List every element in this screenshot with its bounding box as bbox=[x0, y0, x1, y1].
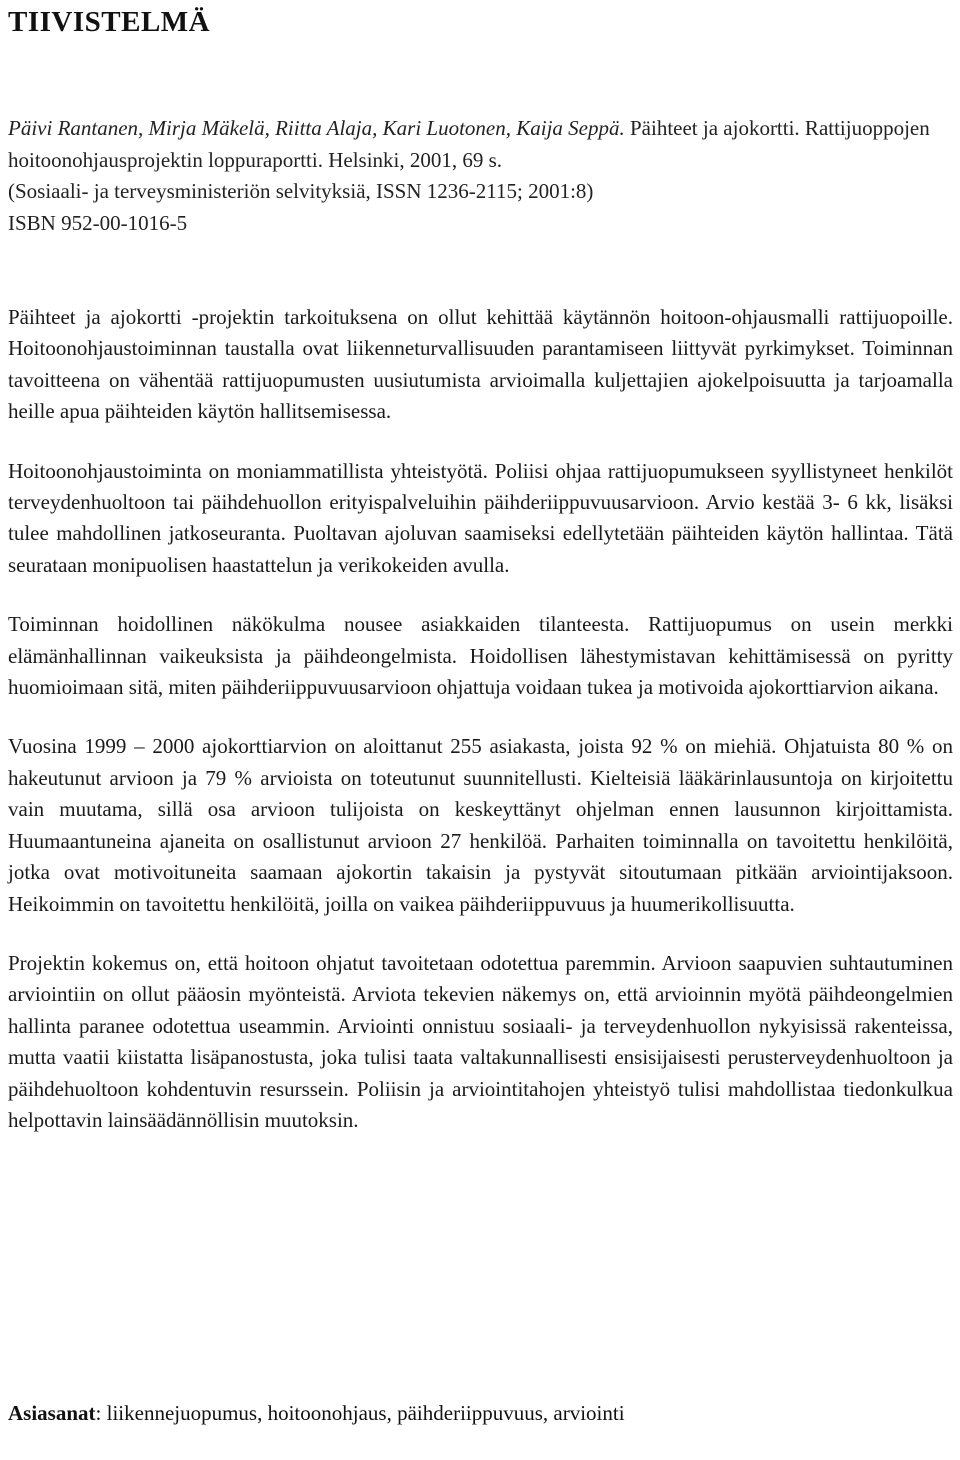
series-info: (Sosiaali- ja terveysministeriön selvityksiä, ISSN 1236-2115; 2001:8) bbox=[8, 179, 594, 203]
paragraph-treatment-perspective: Toiminnan hoidollinen näkökulma nousee asiakkaiden tilanteesta. Rattijuopumus on usein merkki elämänhallinnan vaikeuksista ja päihdeongelmista. Hoidollisen lähestymistavan kehittämisessä on pyritty huomioimaan sitä, miten päihderiippuvuusarvioon ohjattuja voidaan tukea ja motivoida ajokorttiarvion aikana. bbox=[8, 612, 953, 700]
page-title: TIIVISTELMÄ bbox=[8, 6, 211, 38]
isbn: ISBN 952-00-1016-5 bbox=[8, 210, 188, 235]
authors: Päivi Rantanen, Mirja Mäkelä, Riitta Alaja, Kari Luotonen, Kaija Seppä. bbox=[8, 116, 625, 140]
work-description: Päihteet ja ajokortti. Rattijuoppojen hoitoonohjausprojektin loppuraportti. Helsinki, 2001, 69 s. bbox=[8, 116, 930, 172]
keywords-label: Asiasanat bbox=[8, 1401, 96, 1425]
abstract-body bbox=[8, 302, 953, 1164]
bibliographic-reference bbox=[8, 113, 953, 239]
paragraph-cooperation: Hoitoonohjaustoiminta on moniammatillista yhteistyötä. Poliisi ohjaa rattijuopumukseen syyllistyneet henkilöt terveydenhuoltoon tai päihdehuollon erityispalveluihin päihderiippuvuusarvioon. Arvio kestää 3- 6 kk, lisäksi tulee mahdollinen jatkoseuranta. Puoltavan ajoluvan saamiseksi edellytetään päihteiden käytön hallintaa. Tätä seurataan monipuolisen haastattelun ja verikokeiden avulla. bbox=[8, 458, 953, 577]
paragraph-statistics: Vuosina 1999 – 2000 ajokorttiarvion on aloittanut 255 asiakasta, joista 92 % on miehiä. Ohjatuista 80 % on hakeutunut arvioon ja 79 % arvioista on toteutunut suunnitellusti. Kielteisiä lääkärinlausuntoja on kirjoitettu vain muutama, sillä osa arvioon tulijoista on keskeyttänyt ohjelman ennen lausunnon kirjoittamista. Huumaantuneina ajaneita on osallistunut arvioon 27 henkilöä. Parhaiten toiminnalla on tavoitettu henkilöitä, jotka ovat motivoituneita saamaan ajokortin takaisin ja pystyvät sitoutumaan pitkään arviointijaksoon. Heikoimmin on tavoitettu henkilöitä, joilla on vaikea päihderiippuvuus ja huumerikollisuutta. bbox=[8, 734, 953, 916]
paragraph-experience: Projektin kokemus on, että hoitoon ohjatut tavoitetaan odotettua paremmin. Arvioon saapuvien suhtautuminen arviointiin on ollut pääosin myönteistä. Arviota tekevien näkemys on, että arvioinnin myötä päihdeongelmien hallinta paranee odotettua useammin. Arviointi onnistuu sosiaali- ja terveydenhuollon nykyisissä rakenteissa, mutta vaatii kiistatta lisäpanostusta, joka tulisi taata valtakunnallisesti ensisijaisesti perusterveydenhuoltoon ja päihdehuoltoon kohdentuvin resurssein. Poliisin ja arviointitahojen yhteistyö tulisi mahdollistaa tiedonkulkua helpottavin lainsäädännöllisin muutoksin. bbox=[8, 950, 953, 1132]
paragraph-purpose: Päihteet ja ajokortti -projektin tarkoituksena on ollut kehittää käytännön hoitoon-ohjausmalli rattijuopoille. Hoitoonohjaustoiminnan taustalla ovat liikenneturvallisuuden parantamiseen liittyvät pyrkimykset. Toiminnan tavoitteena on vähentää rattijuopumusten uusiutumista arvioimalla kuljettajien ajokelpoisuutta ja tarjoamalla heille apua päihteiden käytön hallitsemisessa. bbox=[8, 305, 953, 424]
keywords-values: : liikennejuopumus, hoitoonohjaus, päihderiippuvuus, arviointi bbox=[95, 1401, 625, 1425]
keywords bbox=[8, 1398, 625, 1429]
